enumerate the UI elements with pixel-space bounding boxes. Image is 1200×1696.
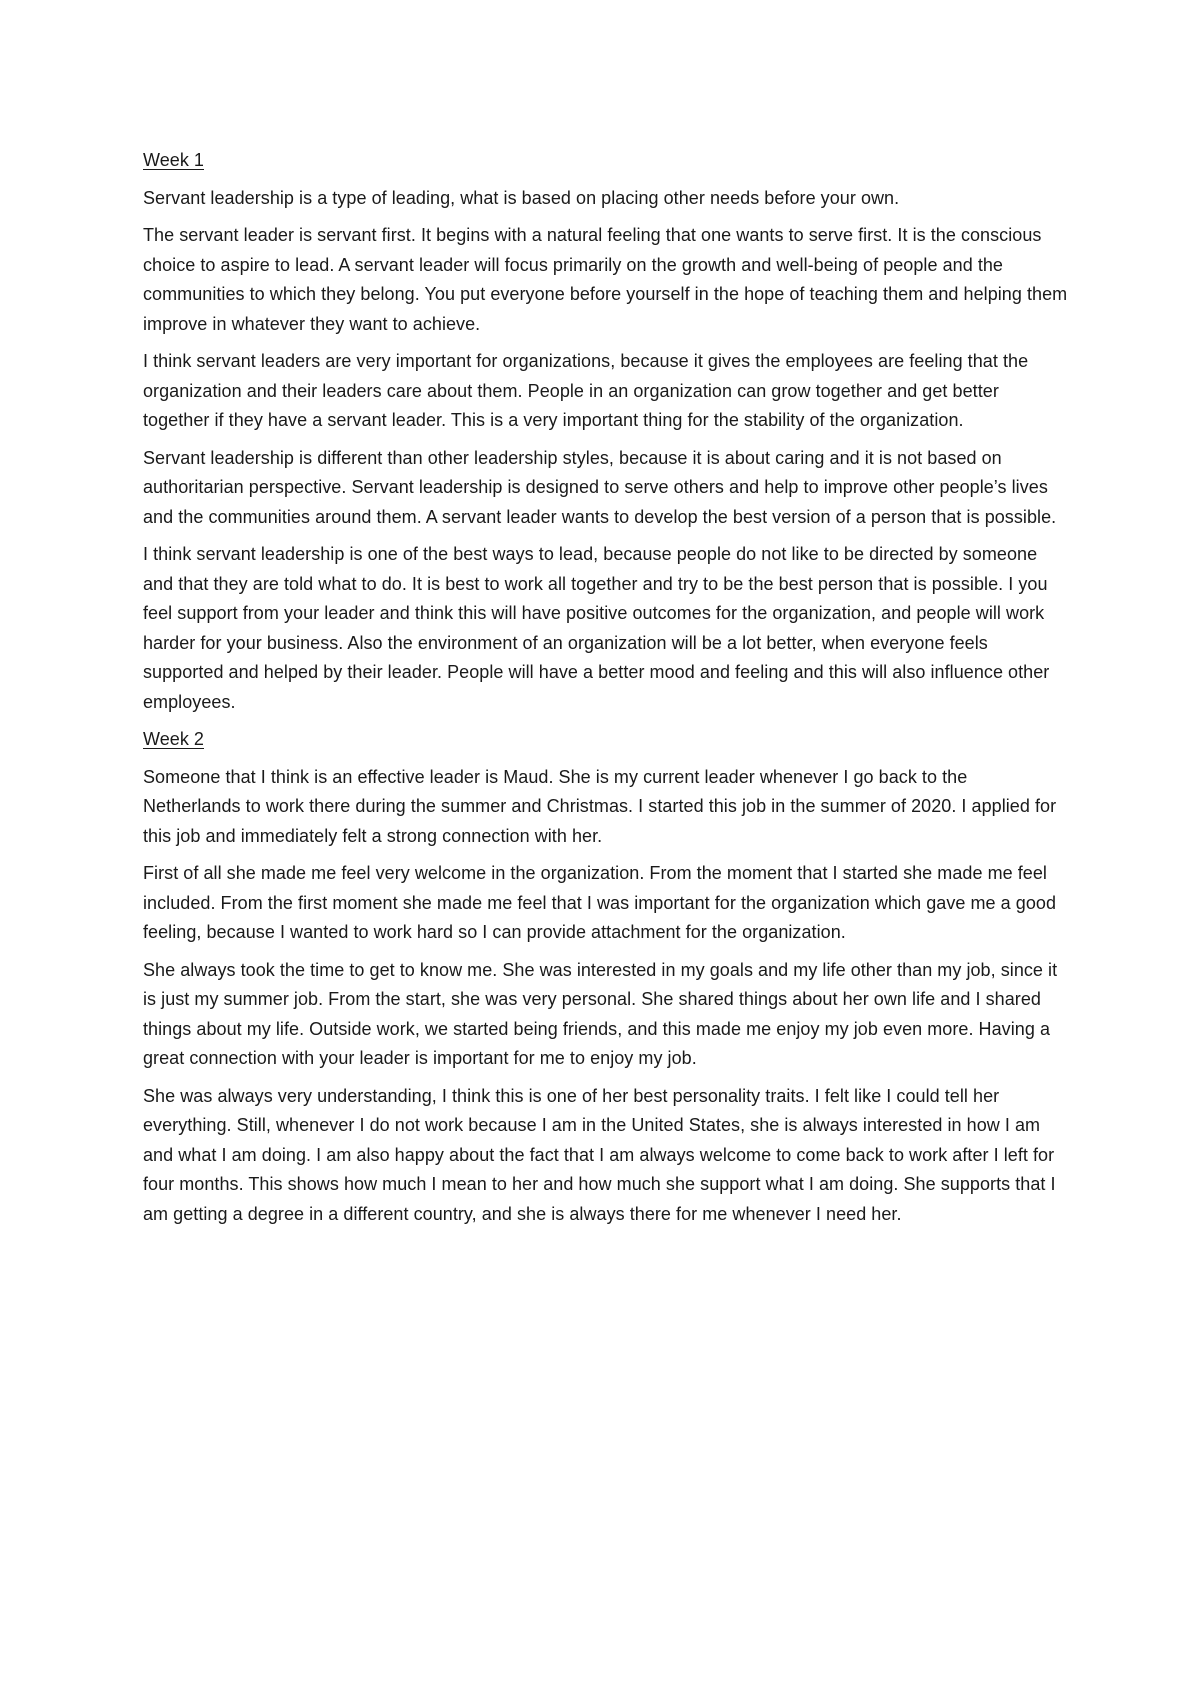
section-week-2 [143, 725, 1068, 1229]
section-heading: Week 1 [143, 150, 204, 170]
paragraph: The servant leader is servant first. It begins with a natural feeling that one wants to serve first. It is the conscious choice to aspire to lead. A servant leader will focus primarily on the growth and well-being of people and the communities to which they belong. You put everyone before yourself in the hope of teaching them and helping them improve in whatever they want to achieve. [143, 225, 1068, 334]
paragraph: First of all she made me feel very welcome in the organization. From the moment that I started she made me feel included. From the first moment she made me feel that I was important for the organization which gave me a good feeling, because I wanted to work hard so I can provide attachment for the organization. [143, 863, 1057, 942]
paragraph: Someone that I think is an effective leader is Maud. She is my current leader whenever I go back to the Netherlands to work there during the summer and Christmas. I started this job in the summer of 2020. I applied for this job and immediately felt a strong connection with her. [143, 766, 1057, 846]
section-week-1 [143, 146, 1068, 717]
paragraph: I think servant leadership is one of the best ways to lead, because people do not like to be directed by someone and that they are told what to do. It is best to work all together and try to be the best person that is possible. I you feel support from your leader and think this will have positive outcomes for the organization, and people will work harder for your business. Also the environment of an organization will be a lot better, when everyone feels supported and helped by their leader. People will have a better mood and feeling and this will also influence other employees. [143, 544, 1050, 712]
section-heading: Week 2 [143, 729, 204, 749]
document-body [143, 146, 1068, 1237]
paragraph: I think servant leaders are very important for organizations, because it gives the employees are feeling that the organization and their leaders care about them. People in an organization can grow together and get better together if they have a servant leader. This is a very important thing for the stability of the organization. [143, 351, 1029, 430]
paragraph: She was always very understanding, I think this is one of her best personality traits. I felt like I could tell her everything. Still, whenever I do not work because I am in the United States, she is always interested in how I am and what I am doing. I am also happy about the fact that I am always welcome to come back to work after I left for four months. This shows how much I mean to her and how much she support what I am doing. She supports that I am getting a degree in a different country, and she is always there for me whenever I need her. [143, 1085, 1056, 1224]
paragraph: Servant leadership is different than other leadership styles, because it is about caring and it is not based on authoritarian perspective. Servant leadership is designed to serve others and help to improve other people’s lives and the communities around them. A servant leader wants to develop the best version of a person that is possible. [143, 447, 1057, 527]
paragraph: Servant leadership is a type of leading, what is based on placing other needs before your own. [143, 187, 900, 208]
paragraph: She always took the time to get to know me. She was interested in my goals and my life other than my job, since it is just my summer job. From the start, she was very personal. She shared things about her own life and I shared things about my life. Outside work, we started being friends, and this made me enjoy my job even more. Having a great connection with your leader is important for me to enjoy my job. [143, 959, 1058, 1068]
